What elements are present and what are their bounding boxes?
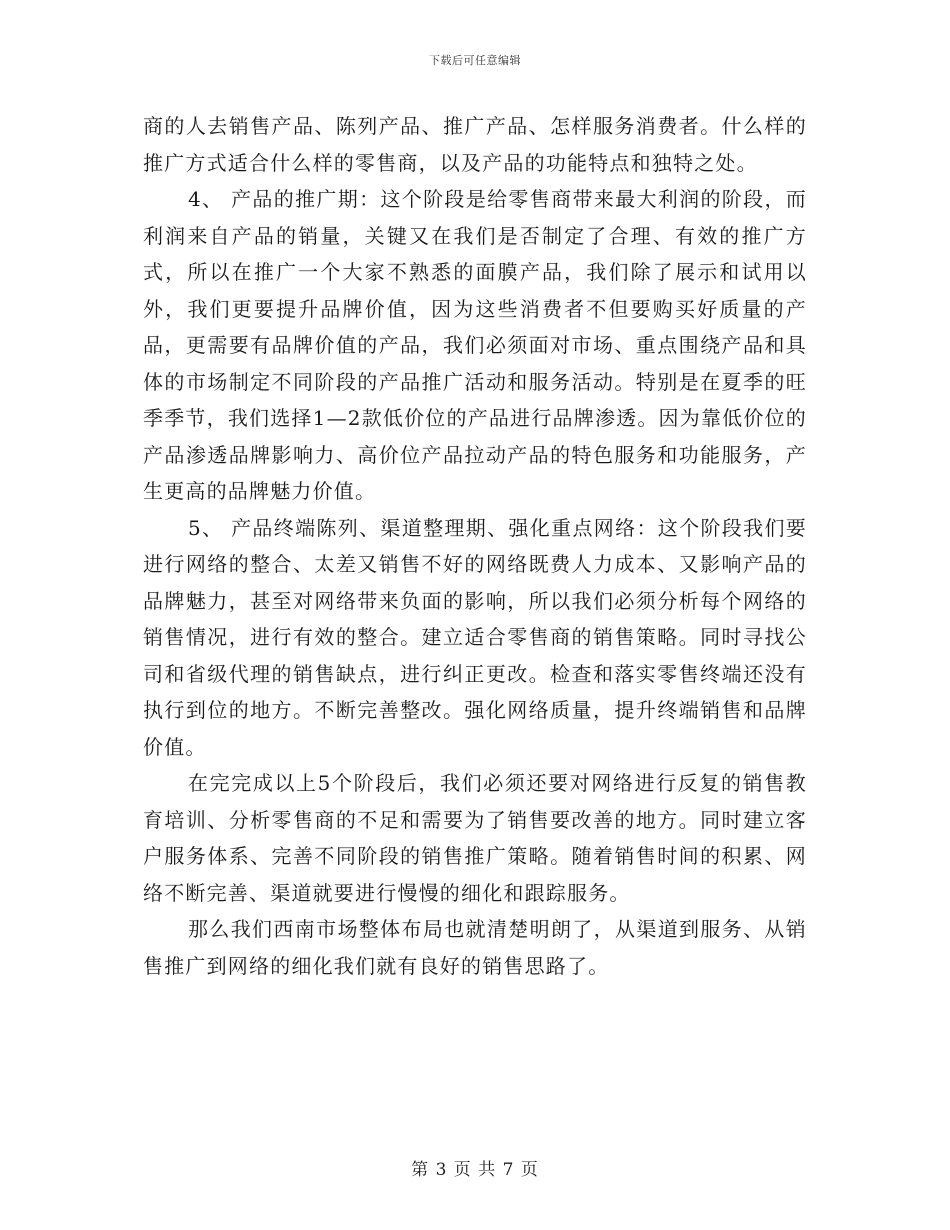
paragraph-conclusion: 那么我们西南市场整体布局也就清楚明朗了，从渠道到服务、从销售推广到网络的细化我们就有良好的销售思路了。 [143,917,807,978]
page-header: 下载后可任意编辑 [429,54,521,67]
page-number-footer: 第 3 页 共 7 页 [411,1160,539,1180]
paragraph-after-five-stages: 在完完成以上5个阶段后，我们必须还要对网络进行反复的销售教育培训、分析零售商的不足和需要为了销售要改善的地方。同时建立客户服务体系、完善不同阶段的销售推广策略。随着销售时间的积累、网络不断完善、渠道就要进行慢慢的细化和跟踪服务。 [143,771,807,905]
paragraph-terminal-display: 5、 产品终端陈列、渠道整理期、强化重点网络：这个阶段我们要进行网络的整合、太差又销售不好的网络既费人力成本、又影响产品的品牌魅力，甚至对网络带来负面的影响，所以我们必须分析每个网络的销售情况，进行有效的整合。建立适合零售商的销售策略。同时寻找公司和省级代理的销售缺点，进行纠正更改。检查和落实零售终端还没有执行到位的地方。不断完善整改。强化网络质量，提升终端销售和品牌价值。 [143,515,807,759]
paragraph-continuation: 商的人去销售产品、陈列产品、推广产品、怎样服务消费者。什么样的推广方式适合什么样的零售商，以及产品的功能特点和独特之处。 [143,114,807,175]
document-body [143,108,807,984]
paragraph-promotion-period: 4、 产品的推广期：这个阶段是给零售商带来最大利润的阶段，而利润来自产品的销量，关键又在我们是否制定了合理、有效的推广方式，所以在推广一个大家不熟悉的面膜产品，我们除了展示和试用以外，我们更要提升品牌价值，因为这些消费者不但要购买好质量的产品，更需要有品牌价值的产品，我们必须面对市场、重点围绕产品和具体的市场制定不同阶段的产品推广活动和服务活动。特别是在夏季的旺季季节，我们选择1—2款低价位的产品进行品牌渗透。因为靠低价位的产品渗透品牌影响力、高价位产品拉动产品的特色服务和功能服务，产生更高的品牌魅力价值。 [143,187,807,503]
